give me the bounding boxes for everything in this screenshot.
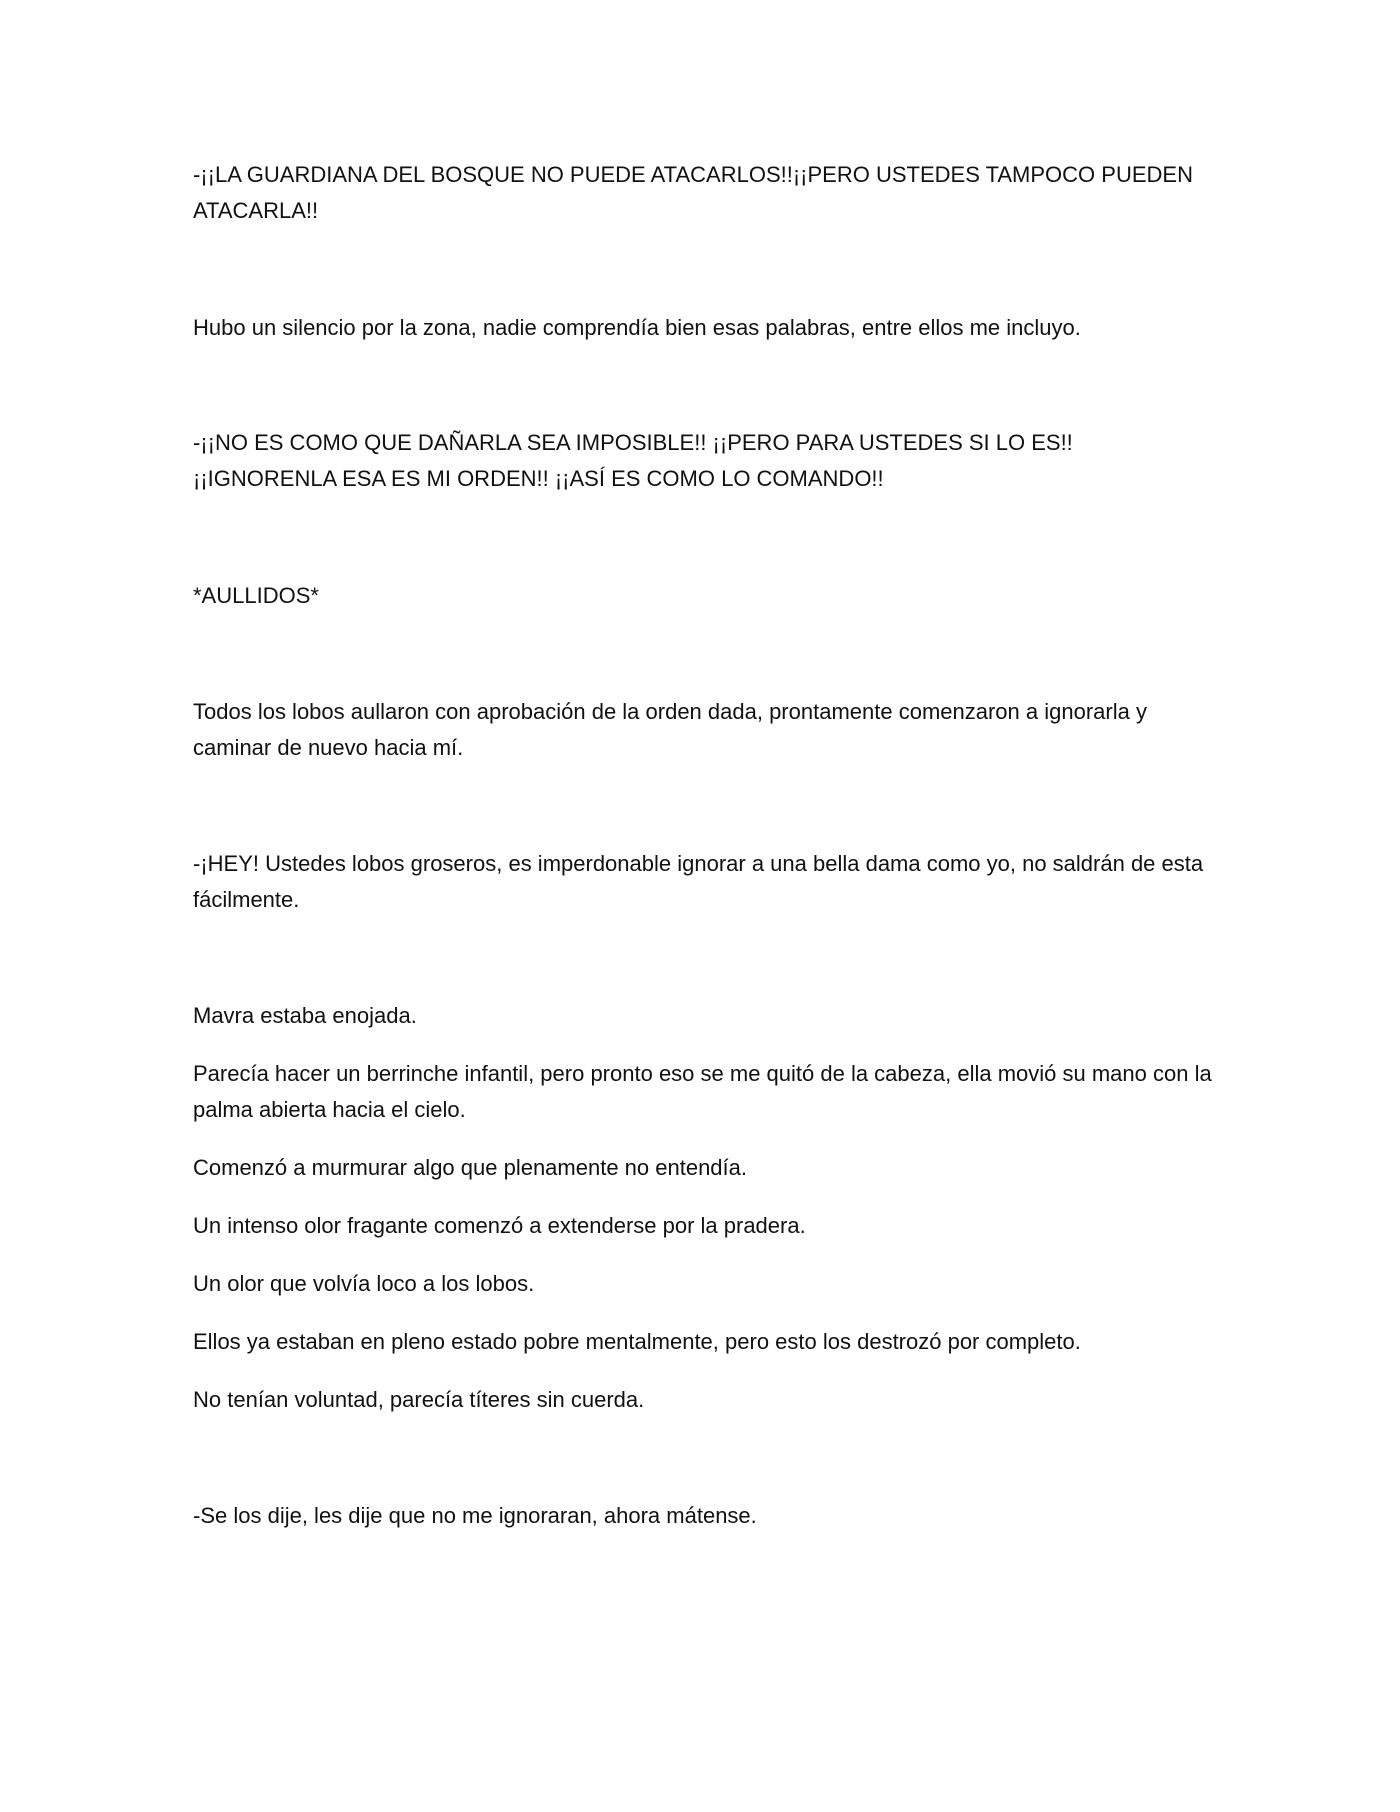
paragraph: *AULLIDOS* — [193, 583, 319, 608]
paragraph: No tenían voluntad, parecía títeres sin cuerda. — [193, 1387, 645, 1412]
paragraph: -¡HEY! Ustedes lobos groseros, es imperdonable ignorar a una bella dama como yo, no saldrán de esta fácilmente. — [193, 851, 1204, 912]
paragraph: -¡¡LA GUARDIANA DEL BOSQUE NO PUEDE ATACARLOS!!¡¡PERO USTEDES TAMPOCO PUEDEN ATACARLA!! — [193, 162, 1193, 223]
paragraph: Un olor que volvía loco a los lobos. — [193, 1271, 535, 1296]
paragraph: Un intenso olor fragante comenzó a extenderse por la pradera. — [193, 1213, 806, 1238]
paragraph: Comenzó a murmurar algo que plenamente no entendía. — [193, 1155, 748, 1180]
paragraph: -¡¡NO ES COMO QUE DAÑARLA SEA IMPOSIBLE!! ¡¡PERO PARA USTEDES SI LO ES!! ¡¡IGNORENLA ESA ES MI ORDEN!! ¡¡ASÍ ES COMO LO COMANDO!! — [193, 430, 1073, 491]
paragraph: Todos los lobos aullaron con aprobación de la orden dada, prontamente comenzaron a ignorarla y caminar de nuevo hacia mí. — [193, 699, 1147, 760]
paragraph: Mavra estaba enojada. — [193, 1003, 417, 1028]
paragraph: Ellos ya estaban en pleno estado pobre mentalmente, pero esto los destrozó por completo. — [193, 1329, 1081, 1354]
paragraph: Parecía hacer un berrinche infantil, pero pronto eso se me quitó de la cabeza, ella movió su mano con la palma abierta hacia el cielo. — [193, 1061, 1212, 1122]
paragraph: -Se los dije, les dije que no me ignoraran, ahora mátense. — [193, 1503, 757, 1528]
paragraph: Hubo un silencio por la zona, nadie comprendía bien esas palabras, entre ellos me incluyo. — [193, 315, 1081, 340]
